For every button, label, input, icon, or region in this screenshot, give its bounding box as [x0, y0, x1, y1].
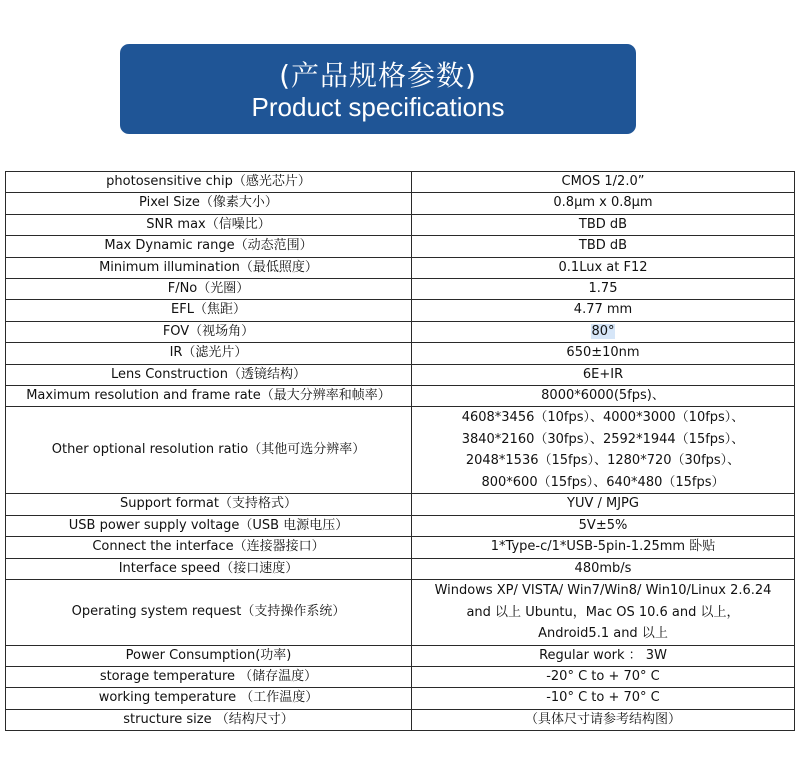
spec-label: USB power supply voltage（USB 电源电压）: [6, 515, 412, 536]
spec-row-connector: [6, 537, 795, 558]
spec-row-lens-construction: [6, 364, 795, 385]
spec-value: Regular work ： 3W: [412, 645, 795, 666]
spec-row-power: [6, 645, 795, 666]
spec-row-usb-voltage: [6, 515, 795, 536]
spec-value: 5V±5%: [412, 515, 795, 536]
spec-value: 1.75: [412, 279, 795, 300]
resolution-line: 4608*3456（10fps）、4000*3000（10fps）、: [461, 410, 745, 426]
spec-label: Interface speed（接口速度）: [6, 558, 412, 579]
spec-row-interface-speed: [6, 558, 795, 579]
spec-value: 6E+IR: [412, 364, 795, 385]
spec-row-other-resolutions: [6, 407, 795, 494]
spec-label: SNR max（信噪比）: [6, 214, 412, 235]
spec-label: IR（滤光片）: [6, 343, 412, 364]
spec-label: Max Dynamic range（动态范围）: [6, 236, 412, 257]
spec-row-max-resolution: [6, 386, 795, 407]
spec-label: photosensitive chip（感光芯片）: [6, 172, 412, 193]
spec-row-pixel-size: [6, 193, 795, 214]
spec-label: storage temperature （储存温度）: [6, 667, 412, 688]
spec-value: TBD dB: [412, 236, 795, 257]
spec-label: Operating system request（支持操作系统）: [6, 580, 412, 646]
spec-value: YUV / MJPG: [412, 494, 795, 515]
spec-value: [412, 580, 795, 646]
spec-value: [412, 321, 795, 342]
spec-row-dynamic-range: [6, 236, 795, 257]
resolution-line: 2048*1536（15fps）、1280*720（30fps）、: [465, 453, 741, 469]
spec-label: Support format（支持格式）: [6, 494, 412, 515]
title-banner: [120, 44, 636, 134]
spec-label: Pixel Size（像素大小）: [6, 193, 412, 214]
spec-label: FOV（视场角）: [6, 321, 412, 342]
spec-row-ir: [6, 343, 795, 364]
spec-row-chip: [6, 172, 795, 193]
title-chinese: (产品规格参数): [279, 59, 477, 92]
spec-row-operating-system: [6, 580, 795, 646]
spec-value: -10° C to + 70° C: [412, 688, 795, 709]
spec-row-working-temp: [6, 688, 795, 709]
spec-value: -20° C to + 70° C: [412, 667, 795, 688]
spec-label: Other optional resolution ratio（其他可选分辨率）: [6, 407, 412, 494]
resolution-line: 800*600（15fps）、640*480（15fps）: [481, 474, 725, 490]
spec-label: Minimum illumination（最低照度）: [6, 257, 412, 278]
spec-row-fov: [6, 321, 795, 342]
title-english: Product specifications: [251, 92, 505, 122]
spec-label: Connect the interface（连接器接口）: [6, 537, 412, 558]
spec-value: 0.1Lux at F12: [412, 257, 795, 278]
spec-label: EFL（焦距）: [6, 300, 412, 321]
spec-value: 650±10nm: [412, 343, 795, 364]
spec-row-storage-temp: [6, 667, 795, 688]
spec-label: Lens Construction（透镜结构）: [6, 364, 412, 385]
spec-value: 1*Type-c/1*USB-5pin-1.25mm 卧贴: [412, 537, 795, 558]
spec-table: [5, 171, 795, 731]
spec-row-efl: [6, 300, 795, 321]
os-line: Windows XP/ VISTA/ Win7/Win8/ Win10/Linux 2.6.24: [434, 583, 772, 599]
spec-value: 8000*6000(5fps)、: [412, 386, 795, 407]
spec-row-snr: [6, 214, 795, 235]
spec-label: F/No（光圈）: [6, 279, 412, 300]
spec-value: [412, 407, 795, 494]
os-line: and 以上 Ubuntu，Mac OS 10.6 and 以上，: [466, 604, 740, 620]
spec-label: Maximum resolution and frame rate（最大分辨率和帧率）: [6, 386, 412, 407]
spec-row-support-format: [6, 494, 795, 515]
spec-value: 0.8μm x 0.8μm: [412, 193, 795, 214]
spec-row-min-illumination: [6, 257, 795, 278]
spec-label: working temperature （工作温度）: [6, 688, 412, 709]
os-line: Android5.1 and 以上: [538, 626, 668, 642]
fov-value-highlight: 80°: [591, 323, 615, 339]
spec-value: （具体尺寸请参考结构图）: [412, 709, 795, 730]
spec-value: 480mb/s: [412, 558, 795, 579]
spec-label: structure size （结构尺寸）: [6, 709, 412, 730]
resolution-line: 3840*2160（30fps）、2592*1944（15fps）、: [461, 431, 745, 447]
spec-value: TBD dB: [412, 214, 795, 235]
spec-value: CMOS 1/2.0”: [412, 172, 795, 193]
spec-row-structure-size: [6, 709, 795, 730]
spec-value: 4.77 mm: [412, 300, 795, 321]
spec-row-aperture: [6, 279, 795, 300]
spec-label: Power Consumption(功率): [6, 645, 412, 666]
